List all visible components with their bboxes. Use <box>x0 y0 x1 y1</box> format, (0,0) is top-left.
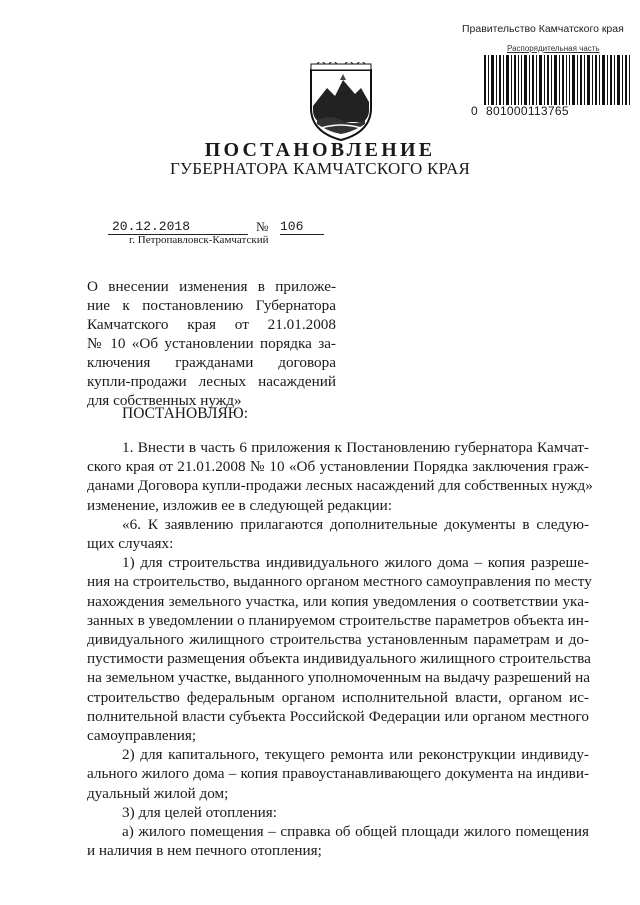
registry-stamp-part: Распорядительная часть <box>507 44 600 53</box>
body-line: дуальный жилой дом; <box>87 784 229 802</box>
body-line: 2) для капитального, текущего ремонта или реконструкции индивиду- <box>122 746 589 764</box>
subject-line: ние к постановлению Губернатора <box>87 297 336 314</box>
body-line: а) жилого помещения – справка об общей площади жилого помещения <box>122 823 589 841</box>
document-title: ПОСТАНОВЛЕНИЕ <box>204 139 436 161</box>
body-line: на земельном участке, выданного уполномоченным на выдачу разрешений на <box>87 669 590 687</box>
subject-line: для собственных нужд» <box>87 392 242 409</box>
body-line: занных в уведомлении о планируемом строительстве параметров объекта ин- <box>87 611 589 629</box>
body-line: пустимости размещения объекта индивидуального жилищного строительства <box>87 650 591 668</box>
body-line: полнительной власти субъекта Российской Федерации или органом местного <box>87 707 589 725</box>
body-line: дивидуального жилищного строительства установленным параметрам и до- <box>87 631 589 649</box>
document-subtitle: ГУБЕРНАТОРА КАМЧАТСКОГО КРАЯ <box>169 159 470 178</box>
decree-word: ПОСТАНОВЛЯЮ: <box>122 405 249 422</box>
subject-line: Камчатского края от 21.01.2008 <box>87 316 336 333</box>
subject-line: О внесении изменения в приложе- <box>87 278 336 295</box>
body-line: строительство федеральным органом исполнительной власти, органом ис- <box>87 688 589 706</box>
document-subject <box>87 277 336 410</box>
body-line: самоуправления; <box>87 727 197 745</box>
subject-line: № 10 «Об установлении порядка за- <box>87 335 336 352</box>
body-line: 3) для целей отопления: <box>122 803 277 821</box>
document-date: 20.12.2018 <box>108 220 248 235</box>
body-line: и наличия в нем печного отопления; <box>87 842 322 860</box>
barcode-number: 801000113765 <box>486 104 569 118</box>
registry-stamp-org: Правительство Камчатского края <box>462 23 624 35</box>
subject-line: ключения гражданами договора <box>87 354 336 371</box>
body-line: ального жилого дома – копия правоустанавливающего документа на индиви- <box>87 765 589 783</box>
number-sign: № <box>256 219 269 234</box>
document-body <box>87 438 593 860</box>
body-line: «6. К заявлению прилагаются дополнительные документы в следую- <box>122 515 589 533</box>
coat-of-arms-icon <box>307 62 375 142</box>
document-city: г. Петропавловск-Камчатский <box>129 234 269 246</box>
body-line: ского края от 21.01.2008 № 10 «Об установлении Порядка заключения граж- <box>87 458 589 476</box>
document-number: 106 <box>280 220 324 235</box>
body-line: ния на строительство, выданного органом местного самоуправления по месту <box>87 573 592 591</box>
body-line: изменение, изложив ее в следующей редакции: <box>87 496 392 514</box>
body-line: данами Договора купли-продажи лесных насаждений для собственных нужд» <box>87 477 593 495</box>
subject-line: купли-продажи лесных насаждений <box>87 373 336 390</box>
barcode-prefix: 0 <box>471 104 478 118</box>
body-line: 1. Внести в часть 6 приложения к Постановлению губернатора Камчат- <box>122 439 589 456</box>
barcode <box>484 55 630 105</box>
body-line: 1) для строительства индивидуального жилого дома – копия разреше- <box>122 554 589 572</box>
body-line: щих случаях: <box>87 535 174 553</box>
body-line: нахождения земельного участка, или копия уведомления о соответствии ука- <box>87 592 589 610</box>
